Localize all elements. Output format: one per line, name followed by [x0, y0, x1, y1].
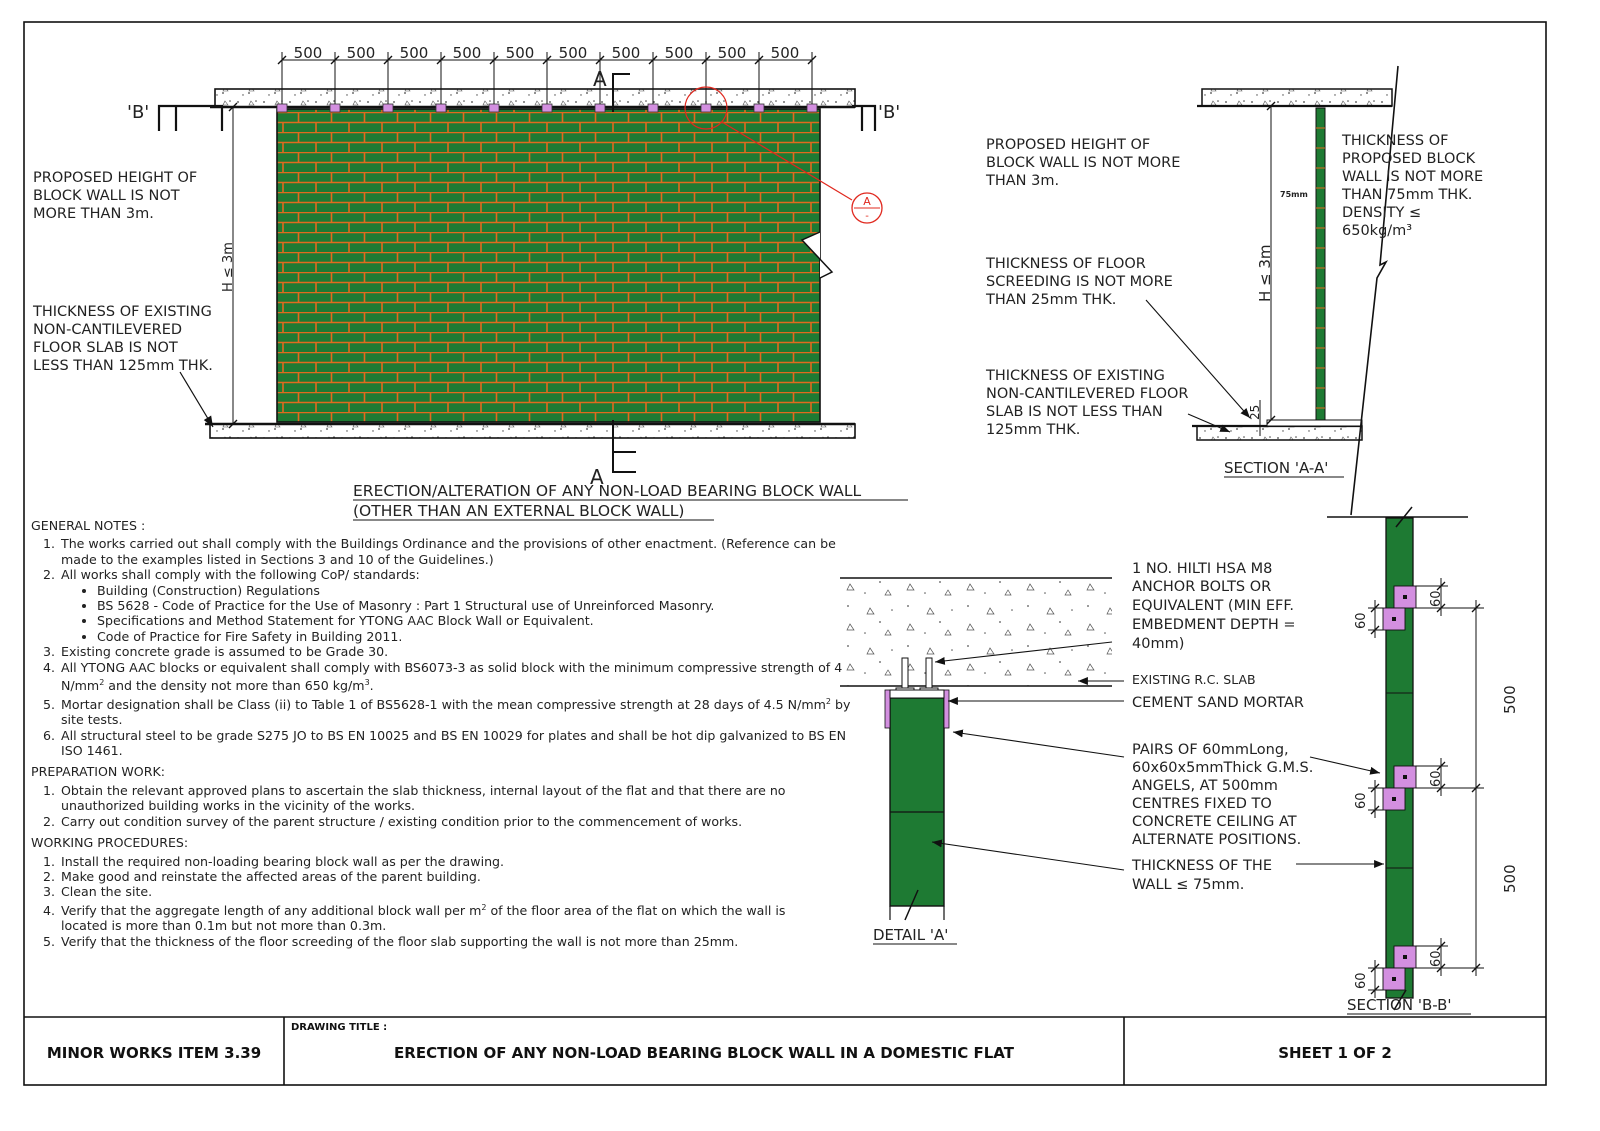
svg-text:NON-CANTILEVERED FLOOR: NON-CANTILEVERED FLOOR [986, 386, 1189, 402]
standard-item: • Specifications and Method Statement for YTONG AAC Block Wall or Equivalent. [97, 613, 861, 628]
svg-text:THICKNESS OF: THICKNESS OF [1342, 133, 1449, 149]
minor-works-item: MINOR WORKS ITEM 3.39 [46, 1044, 262, 1062]
svg-text:60: 60 [1354, 792, 1369, 809]
dim-500-1: 500 [293, 44, 323, 62]
procedure-item-1: 1. Install the required non-loading bearing block wall as per the drawing. [59, 854, 826, 869]
svg-text:60x60x5mmThick G.M.S.: 60x60x5mmThick G.M.S. [1132, 760, 1314, 776]
general-notes-heading: GENERAL NOTES : [31, 518, 146, 533]
general-note-1: 1. The works carried out shall comply with the Buildings Ordinance and the provisions of other enactment. (Reference can be made to the examples listed in Sections 3 and 10 of the Guidelines.) [59, 536, 861, 567]
section-aa-dim-75: 75mm [1280, 190, 1308, 199]
svg-text:ANCHOR BOLTS OR: ANCHOR BOLTS OR [1132, 579, 1272, 595]
general-notes-list [31, 536, 861, 758]
svg-text:WALL ≤ 75mm.: WALL ≤ 75mm. [1132, 877, 1245, 893]
section-aa-ceiling-slab [1202, 89, 1392, 106]
working-procedures-heading: WORKING PROCEDURES: [31, 835, 189, 851]
svg-text:THAN 3m.: THAN 3m. [986, 173, 1060, 189]
section-aa-height-note [985, 137, 1180, 189]
working-procedures-list [31, 854, 861, 950]
section-aa-height-dim: H ≤ 3m [1256, 244, 1274, 302]
dim-500-4: 500 [452, 44, 482, 62]
dim-500-7: 500 [611, 44, 641, 62]
section-bb-view [1327, 507, 1519, 1014]
section-aa-screed [1267, 420, 1362, 426]
detail-a-wall-note [1131, 858, 1272, 893]
detail-a-slab [840, 578, 1112, 686]
dim-500-9: 500 [717, 44, 747, 62]
preparation-item-1: 1. Obtain the relevant approved plans to ascertain the slab thickness, internal layout of the flat and that there are no unauthorized building works in the vicinity of the works. [59, 783, 801, 814]
svg-text:60: 60 [1429, 950, 1444, 967]
preparation-item-2: 2. Carry out condition survey of the parent structure / existing condition prior to the commencement of works. [59, 814, 801, 829]
floor-slab [210, 424, 855, 438]
section-a-label-top: A [593, 67, 607, 91]
section-aa-dim-25: 25 [1248, 404, 1262, 420]
section-aa-title: SECTION 'A-A' [1224, 459, 1329, 477]
section-a-label-bottom: A [590, 465, 604, 489]
procedure-item-5: 5. Verify that the thickness of the floor screeding of the floor slab supporting the wall is not more than 25mm. [59, 934, 826, 949]
title-block [24, 1017, 1546, 1085]
section-bb-title: SECTION 'B-B' [1347, 996, 1452, 1014]
section-bb-dim-500-top: 500 [1501, 685, 1519, 714]
section-b-marker-left [159, 106, 222, 131]
section-aa-screed-note [985, 256, 1173, 308]
standard-item: • BS 5628 - Code of Practice for the Use of Masonry : Part 1 Structural use of Unreinforced Masonry. [97, 598, 861, 613]
block-wall [277, 109, 820, 422]
plan-height-note [33, 170, 197, 222]
detail-a-mortar-label: CEMENT SAND MORTAR [1132, 695, 1304, 711]
svg-text:BLOCK WALL IS NOT: BLOCK WALL IS NOT [33, 188, 180, 204]
svg-text:PAIRS OF 60mmLong,: PAIRS OF 60mmLong, [1132, 742, 1289, 758]
detail-a-view [840, 561, 1384, 944]
svg-text:650kg/m³: 650kg/m³ [1342, 223, 1413, 239]
general-note-5: 5. Mortar designation shall be Class (ii) to Table 1 of BS5628-1 with the mean compressive strength at 28 days of 4.5 $N/mm^2$ by site tests. [59, 694, 861, 728]
svg-text:PROPOSED HEIGHT OF: PROPOSED HEIGHT OF [33, 170, 198, 186]
standards-list [61, 583, 861, 645]
standard-item: • Code of Practice for Fire Safety in Building 2011. [97, 629, 861, 644]
svg-text:THAN 75mm THK.: THAN 75mm THK. [1342, 187, 1473, 203]
dim-500-3: 500 [399, 44, 429, 62]
general-note-4: 4. All YTONG AAC blocks or equivalent shall comply with BS6073-3 as solid block with the minimum compressive strength of 4 $N/mm^2$ and the density not more than 650 $kg/m^3$. [59, 660, 861, 694]
svg-text:125mm THK.: 125mm THK. [986, 422, 1081, 438]
detail-a-anchor-note [1132, 561, 1296, 652]
preparation-list [31, 783, 861, 829]
callout-sub: - [865, 211, 869, 222]
detail-a-slab-label: EXISTING R.C. SLAB [1132, 672, 1256, 687]
svg-text:SLAB IS NOT LESS THAN: SLAB IS NOT LESS THAN [986, 404, 1163, 420]
plan-title-line1: ERECTION/ALTERATION OF ANY NON-LOAD BEARING BLOCK WALL [353, 482, 862, 500]
callout-letter: A [863, 195, 871, 208]
section-aa-view [985, 66, 1483, 515]
drawing-title: ERECTION OF ANY NON-LOAD BEARING BLOCK WALL IN A DOMESTIC FLAT [394, 1044, 1014, 1062]
plan-slab-note [32, 304, 213, 374]
general-note-2: 2. All works shall comply with the following CoP/ standards: • Building (Construction) Regulations • BS 5628 - Code of Practice for the Use of Masonry : Part 1 Structural use of Unreinforced Masonry. • Specifications and Method Statement for YTONG AAC Block Wall or Equivalent. • Code of Practice for Fire Safety in Building 2011. [59, 567, 861, 644]
svg-text:THICKNESS OF FLOOR: THICKNESS OF FLOOR [986, 256, 1146, 272]
sheet-number: SHEET 1 OF 2 [1278, 1044, 1392, 1062]
svg-text:EQUIVALENT (MIN EFF.: EQUIVALENT (MIN EFF. [1132, 598, 1294, 614]
procedure-item-2: 2. Make good and reinstate the affected areas of the parent building. [59, 869, 826, 884]
elevation-view [32, 44, 908, 520]
detail-a-wall [890, 698, 944, 906]
svg-text:NON-CANTILEVERED: NON-CANTILEVERED [33, 322, 183, 338]
height-dim-label: H ≤ 3m [221, 242, 236, 292]
svg-text:THAN 25mm THK.: THAN 25mm THK. [986, 292, 1117, 308]
section-b-label-right: 'B' [878, 102, 901, 123]
detail-a-angle-left [885, 690, 890, 728]
general-note-3: 3. Existing concrete grade is assumed to be Grade 30. [59, 644, 861, 659]
svg-text:MORE THAN 3m.: MORE THAN 3m. [33, 206, 154, 222]
dim-500-5: 500 [505, 44, 535, 62]
svg-text:EMBEDMENT DEPTH =: EMBEDMENT DEPTH = [1132, 617, 1296, 633]
svg-text:ALTERNATE POSITIONS.: ALTERNATE POSITIONS. [1132, 832, 1302, 848]
detail-a-title: DETAIL 'A' [873, 926, 949, 944]
svg-text:60: 60 [1429, 770, 1444, 787]
svg-text:1 NO. HILTI HSA M8: 1 NO. HILTI HSA M8 [1132, 561, 1273, 577]
section-bb-dim-500-bottom: 500 [1501, 864, 1519, 893]
dim-500-8: 500 [664, 44, 694, 62]
svg-text:60: 60 [1354, 972, 1369, 989]
general-note-6: 6. All structural steel to be grade S275 JO to BS EN 10025 and BS EN 10029 for plates and shall be hot dip galvanized to BS EN ISO 1461. [59, 728, 861, 759]
svg-text:LESS THAN 125mm THK.: LESS THAN 125mm THK. [33, 358, 213, 374]
procedure-item-3: 3. Clean the site. [59, 884, 826, 899]
svg-text:THICKNESS OF EXISTING: THICKNESS OF EXISTING [33, 304, 212, 320]
plan-title-line2: (OTHER THAN AN EXTERNAL BLOCK WALL) [353, 502, 685, 520]
preparation-heading: PREPARATION WORK: [31, 764, 165, 780]
svg-text:THICKNESS OF THE: THICKNESS OF THE [1132, 858, 1272, 874]
notes-panel [31, 514, 861, 955]
dim-500-6: 500 [558, 44, 588, 62]
section-b-label-left: 'B' [127, 102, 150, 123]
section-aa-slab-note [985, 368, 1189, 438]
svg-text:SCREEDING IS NOT MORE: SCREEDING IS NOT MORE [986, 274, 1173, 290]
section-b-marker-right [852, 106, 875, 131]
standard-item: • Building (Construction) Regulations [97, 583, 861, 598]
svg-text:WALL IS NOT MORE: WALL IS NOT MORE [1342, 169, 1484, 185]
section-aa-thickness-note [1341, 133, 1483, 239]
detail-a-angle-right [944, 690, 949, 728]
dim-500-10: 500 [770, 44, 800, 62]
svg-text:60: 60 [1429, 590, 1444, 607]
svg-text:FLOOR SLAB IS NOT: FLOOR SLAB IS NOT [33, 340, 178, 356]
svg-text:60: 60 [1354, 612, 1369, 629]
svg-text:40mm): 40mm) [1132, 636, 1185, 652]
svg-text:CONCRETE CEILING AT: CONCRETE CEILING AT [1132, 814, 1297, 830]
svg-text:PROPOSED HEIGHT OF: PROPOSED HEIGHT OF [986, 137, 1151, 153]
svg-text:BLOCK WALL IS NOT MORE: BLOCK WALL IS NOT MORE [986, 155, 1181, 171]
drawing-title-label: DRAWING TITLE : [291, 1022, 388, 1033]
svg-text:ANGELS, AT 500mm: ANGELS, AT 500mm [1132, 778, 1278, 794]
svg-text:THICKNESS OF EXISTING: THICKNESS OF EXISTING [986, 368, 1165, 384]
detail-a-angles-note [1132, 742, 1313, 848]
dim-500-2: 500 [346, 44, 376, 62]
svg-text:DENSITY ≤: DENSITY ≤ [1342, 205, 1422, 221]
procedure-item-4: 4. Verify that the aggregate length of any additional block wall per $m^2$ of the floor area of the flat on which the wall is located is more than 0.1m but not more than 0.3m. [59, 900, 826, 934]
svg-text:CENTRES FIXED TO: CENTRES FIXED TO [1132, 796, 1272, 812]
svg-text:PROPOSED BLOCK: PROPOSED BLOCK [1342, 151, 1476, 167]
section-aa-wall [1316, 108, 1325, 420]
